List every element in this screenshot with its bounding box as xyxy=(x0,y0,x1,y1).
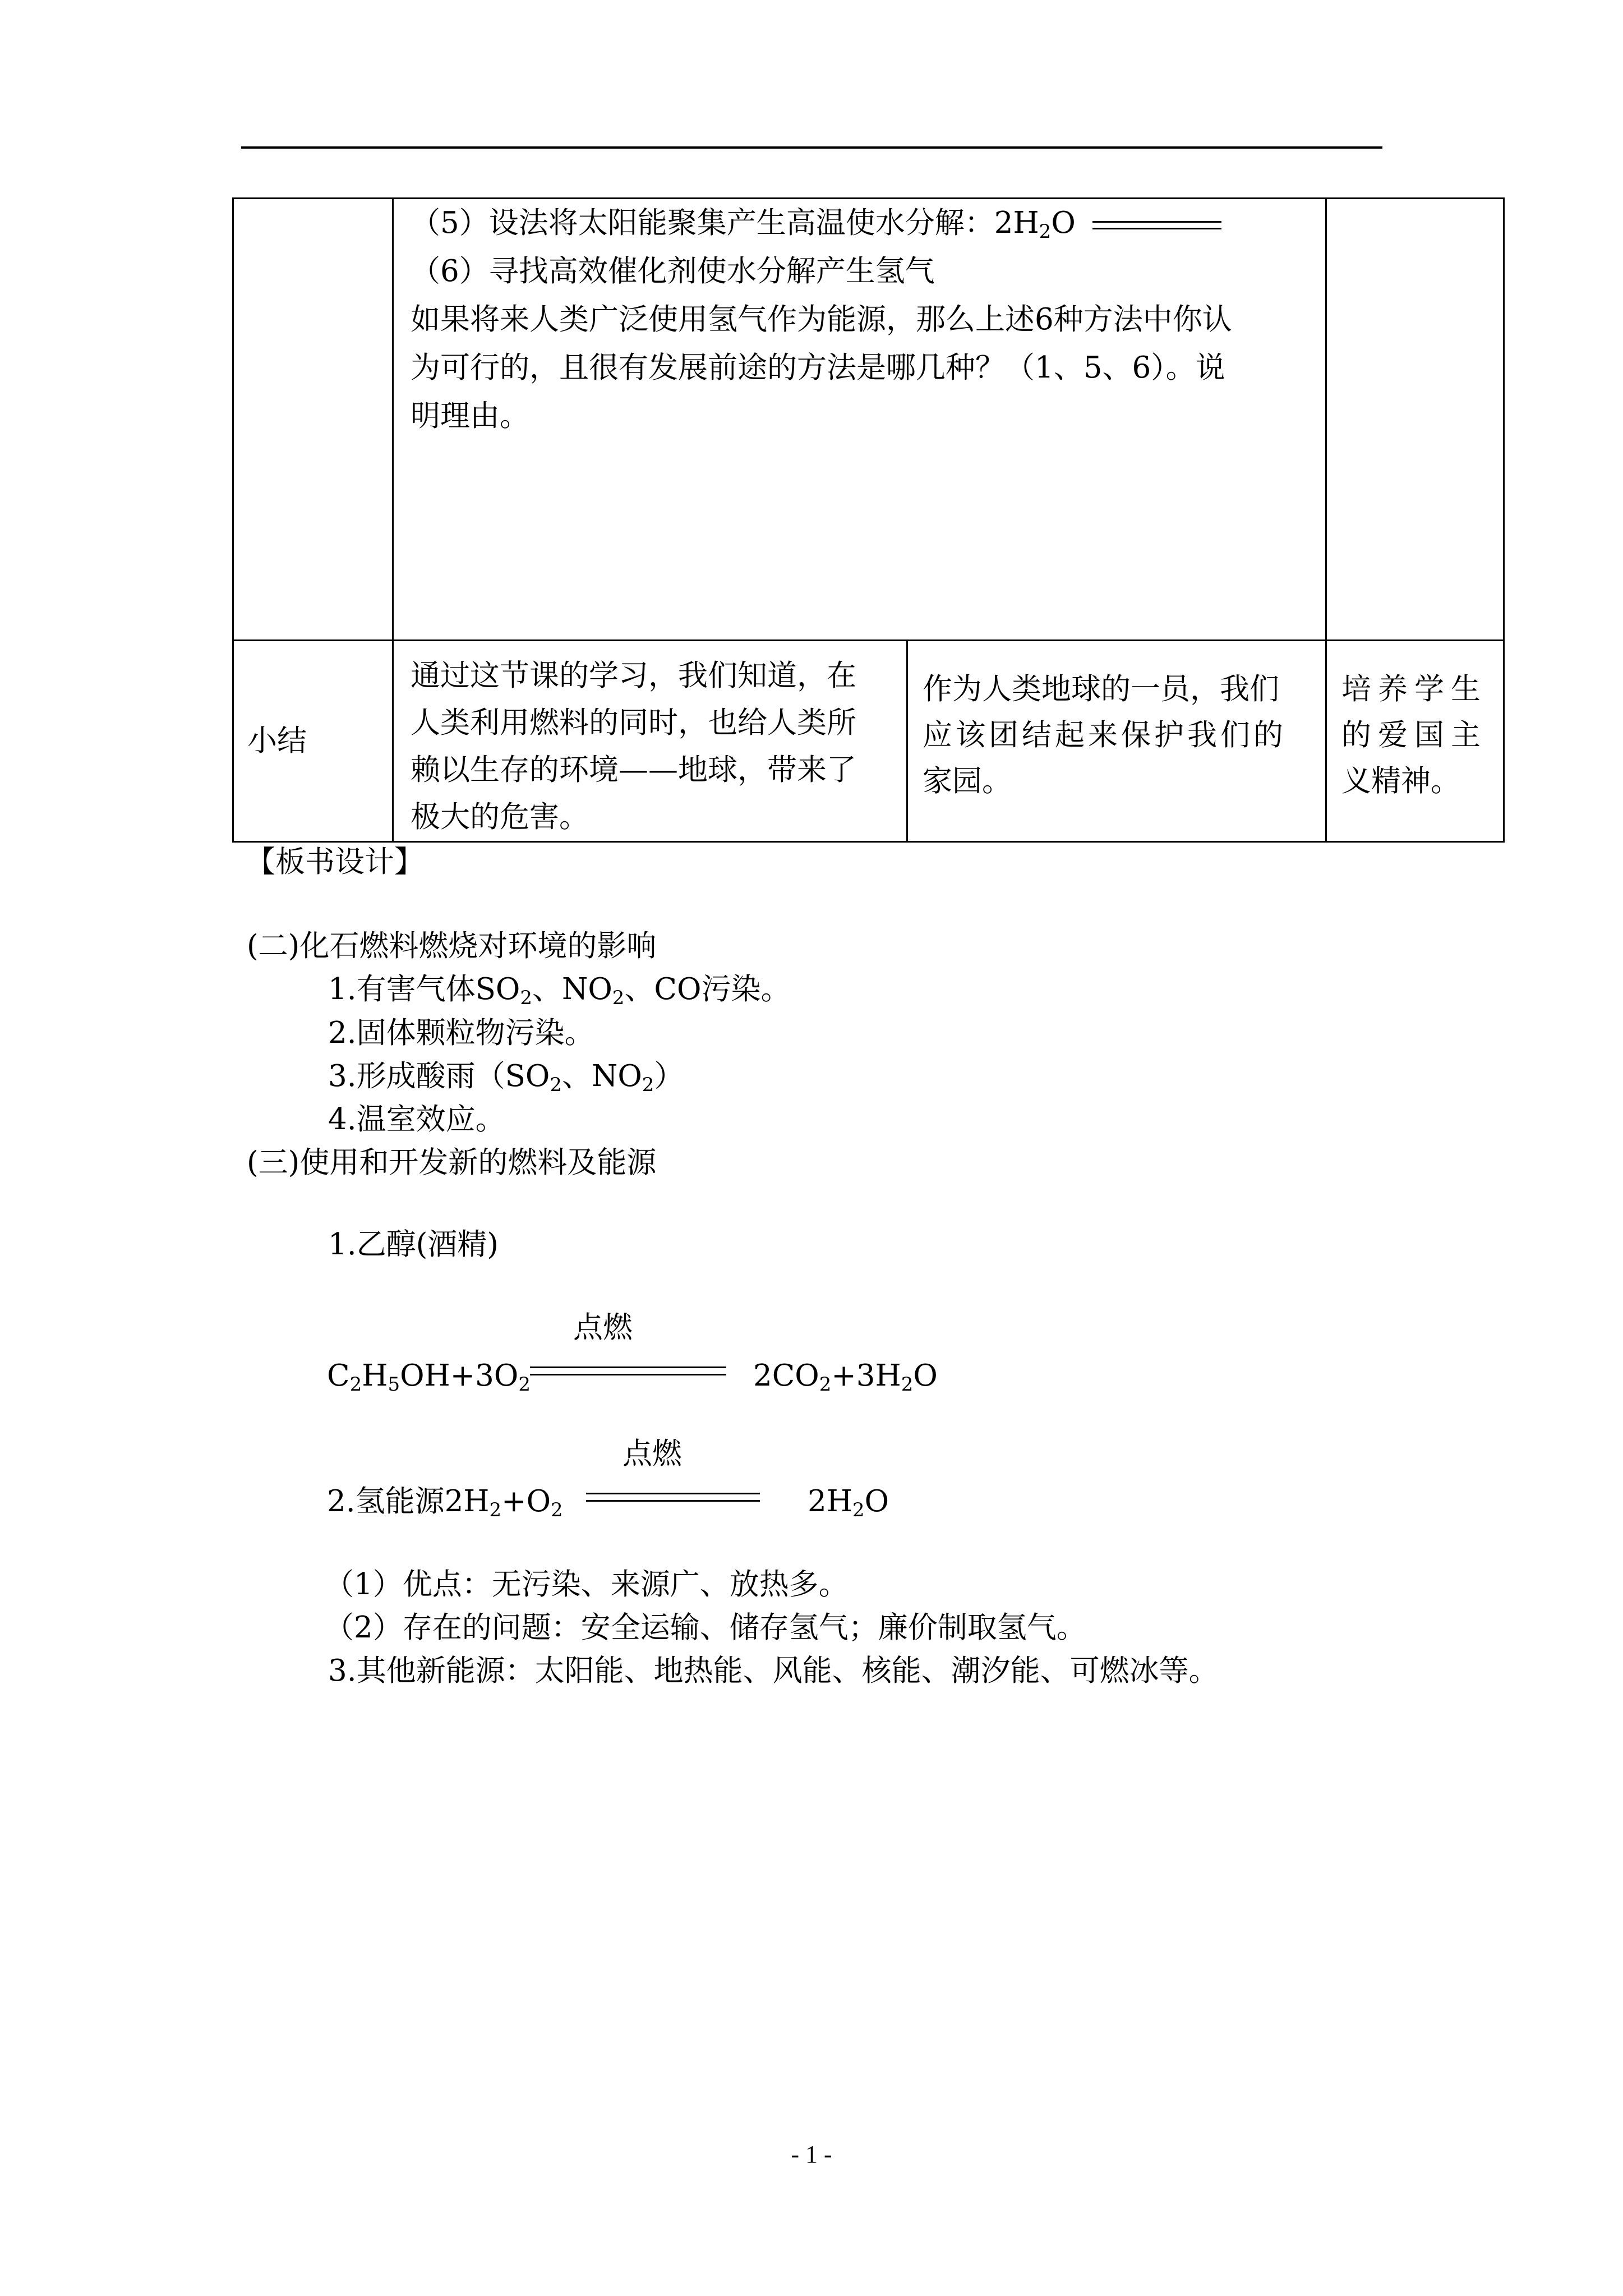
row1-content-cell xyxy=(393,199,1326,641)
question-line-1: 如果将来人类广泛使用氢气作为能源，那么上述6种方法中你认 xyxy=(411,302,1232,337)
method-5-line: （5）设法将太阳能聚集产生高温使水分解：$2H_2O$ xyxy=(411,199,1312,247)
table-row xyxy=(233,641,1504,842)
eq2-left: 2.氢能源$2H_2+O_2$ xyxy=(327,1484,563,1521)
intent-line-2: 的爱国主 xyxy=(1341,718,1488,752)
s2-item-2: 2.固体颗粒物污染。 xyxy=(328,1016,594,1050)
s2-item-3: 3.形成酸雨（$SO_2$、$NO_2$） xyxy=(328,1059,684,1096)
s3-item-1: 1.乙醇(酒精) xyxy=(328,1227,499,1262)
row1-label-cell xyxy=(233,199,393,641)
student-line-3: 家园。 xyxy=(923,764,1012,798)
teacher-activity-cell xyxy=(393,641,907,842)
hydrogen-problem: （2）存在的问题：安全运输、储存氢气；廉价制取氢气。 xyxy=(324,1611,1086,1645)
student-line-2: 应该团结起来保护我们的 xyxy=(923,718,1287,752)
intent-line-3: 义精神。 xyxy=(1341,764,1461,798)
row1-intent-cell xyxy=(1326,199,1504,641)
table-row xyxy=(233,199,1504,641)
intent-line-1: 培养学生 xyxy=(1341,672,1488,706)
eq1-condition: 点燃 xyxy=(573,1310,633,1345)
student-line-1: 作为人类地球的一员，我们 xyxy=(923,672,1279,706)
method-6-line: （6）寻找高效催化剂使水分解产生氢气 xyxy=(411,254,935,288)
board-heading: 【板书设计】 xyxy=(246,845,424,879)
teacher-line-1: 通过这节课的学习，我们知道，在 xyxy=(411,659,856,693)
eq1-right: $2CO_2+3H_2O$ xyxy=(753,1359,938,1396)
section2-title: (二)化石燃料燃烧对环境的影响 xyxy=(247,929,657,963)
section3-title: (三)使用和开发新的燃料及能源 xyxy=(247,1145,657,1180)
equation-equals-bar xyxy=(1092,221,1221,229)
s2-item-1: 1.有害气体$SO_2$、$NO_2$、CO污染。 xyxy=(328,972,791,1009)
eq2-right: $2H_2O$ xyxy=(808,1484,889,1521)
student-activity-cell xyxy=(907,641,1326,842)
eq2-equals-bar xyxy=(586,1493,760,1502)
lesson-table xyxy=(232,197,1505,843)
teacher-line-3: 赖以生存的环境——地球，带来了 xyxy=(411,753,856,787)
intent-cell xyxy=(1326,641,1504,842)
hydrogen-advantage: （1）优点：无污染、来源广、放热多。 xyxy=(324,1567,849,1602)
question-line-2: 为可行的，且很有发展前途的方法是哪几种？（1、5、6）。说 xyxy=(411,351,1225,385)
teacher-line-2: 人类利用燃料的同时，也给人类所 xyxy=(411,706,856,740)
question-line-3: 明理由。 xyxy=(411,399,529,433)
other-energy: 3.其他新能源：太阳能、地热能、风能、核能、潮汐能、可燃冰等。 xyxy=(328,1654,1219,1688)
s2-item-4: 4.温室效应。 xyxy=(328,1102,505,1137)
eq2-condition: 点燃 xyxy=(623,1437,682,1471)
teacher-line-4: 极大的危害。 xyxy=(411,800,589,834)
header-rule xyxy=(241,146,1382,149)
eq1-left: $C_2H_5OH+3O_2$ xyxy=(327,1359,531,1396)
summary-label: 小结 xyxy=(233,641,393,842)
eq1-equals-bar xyxy=(530,1366,726,1375)
page-number: - 1 - xyxy=(791,2141,832,2168)
